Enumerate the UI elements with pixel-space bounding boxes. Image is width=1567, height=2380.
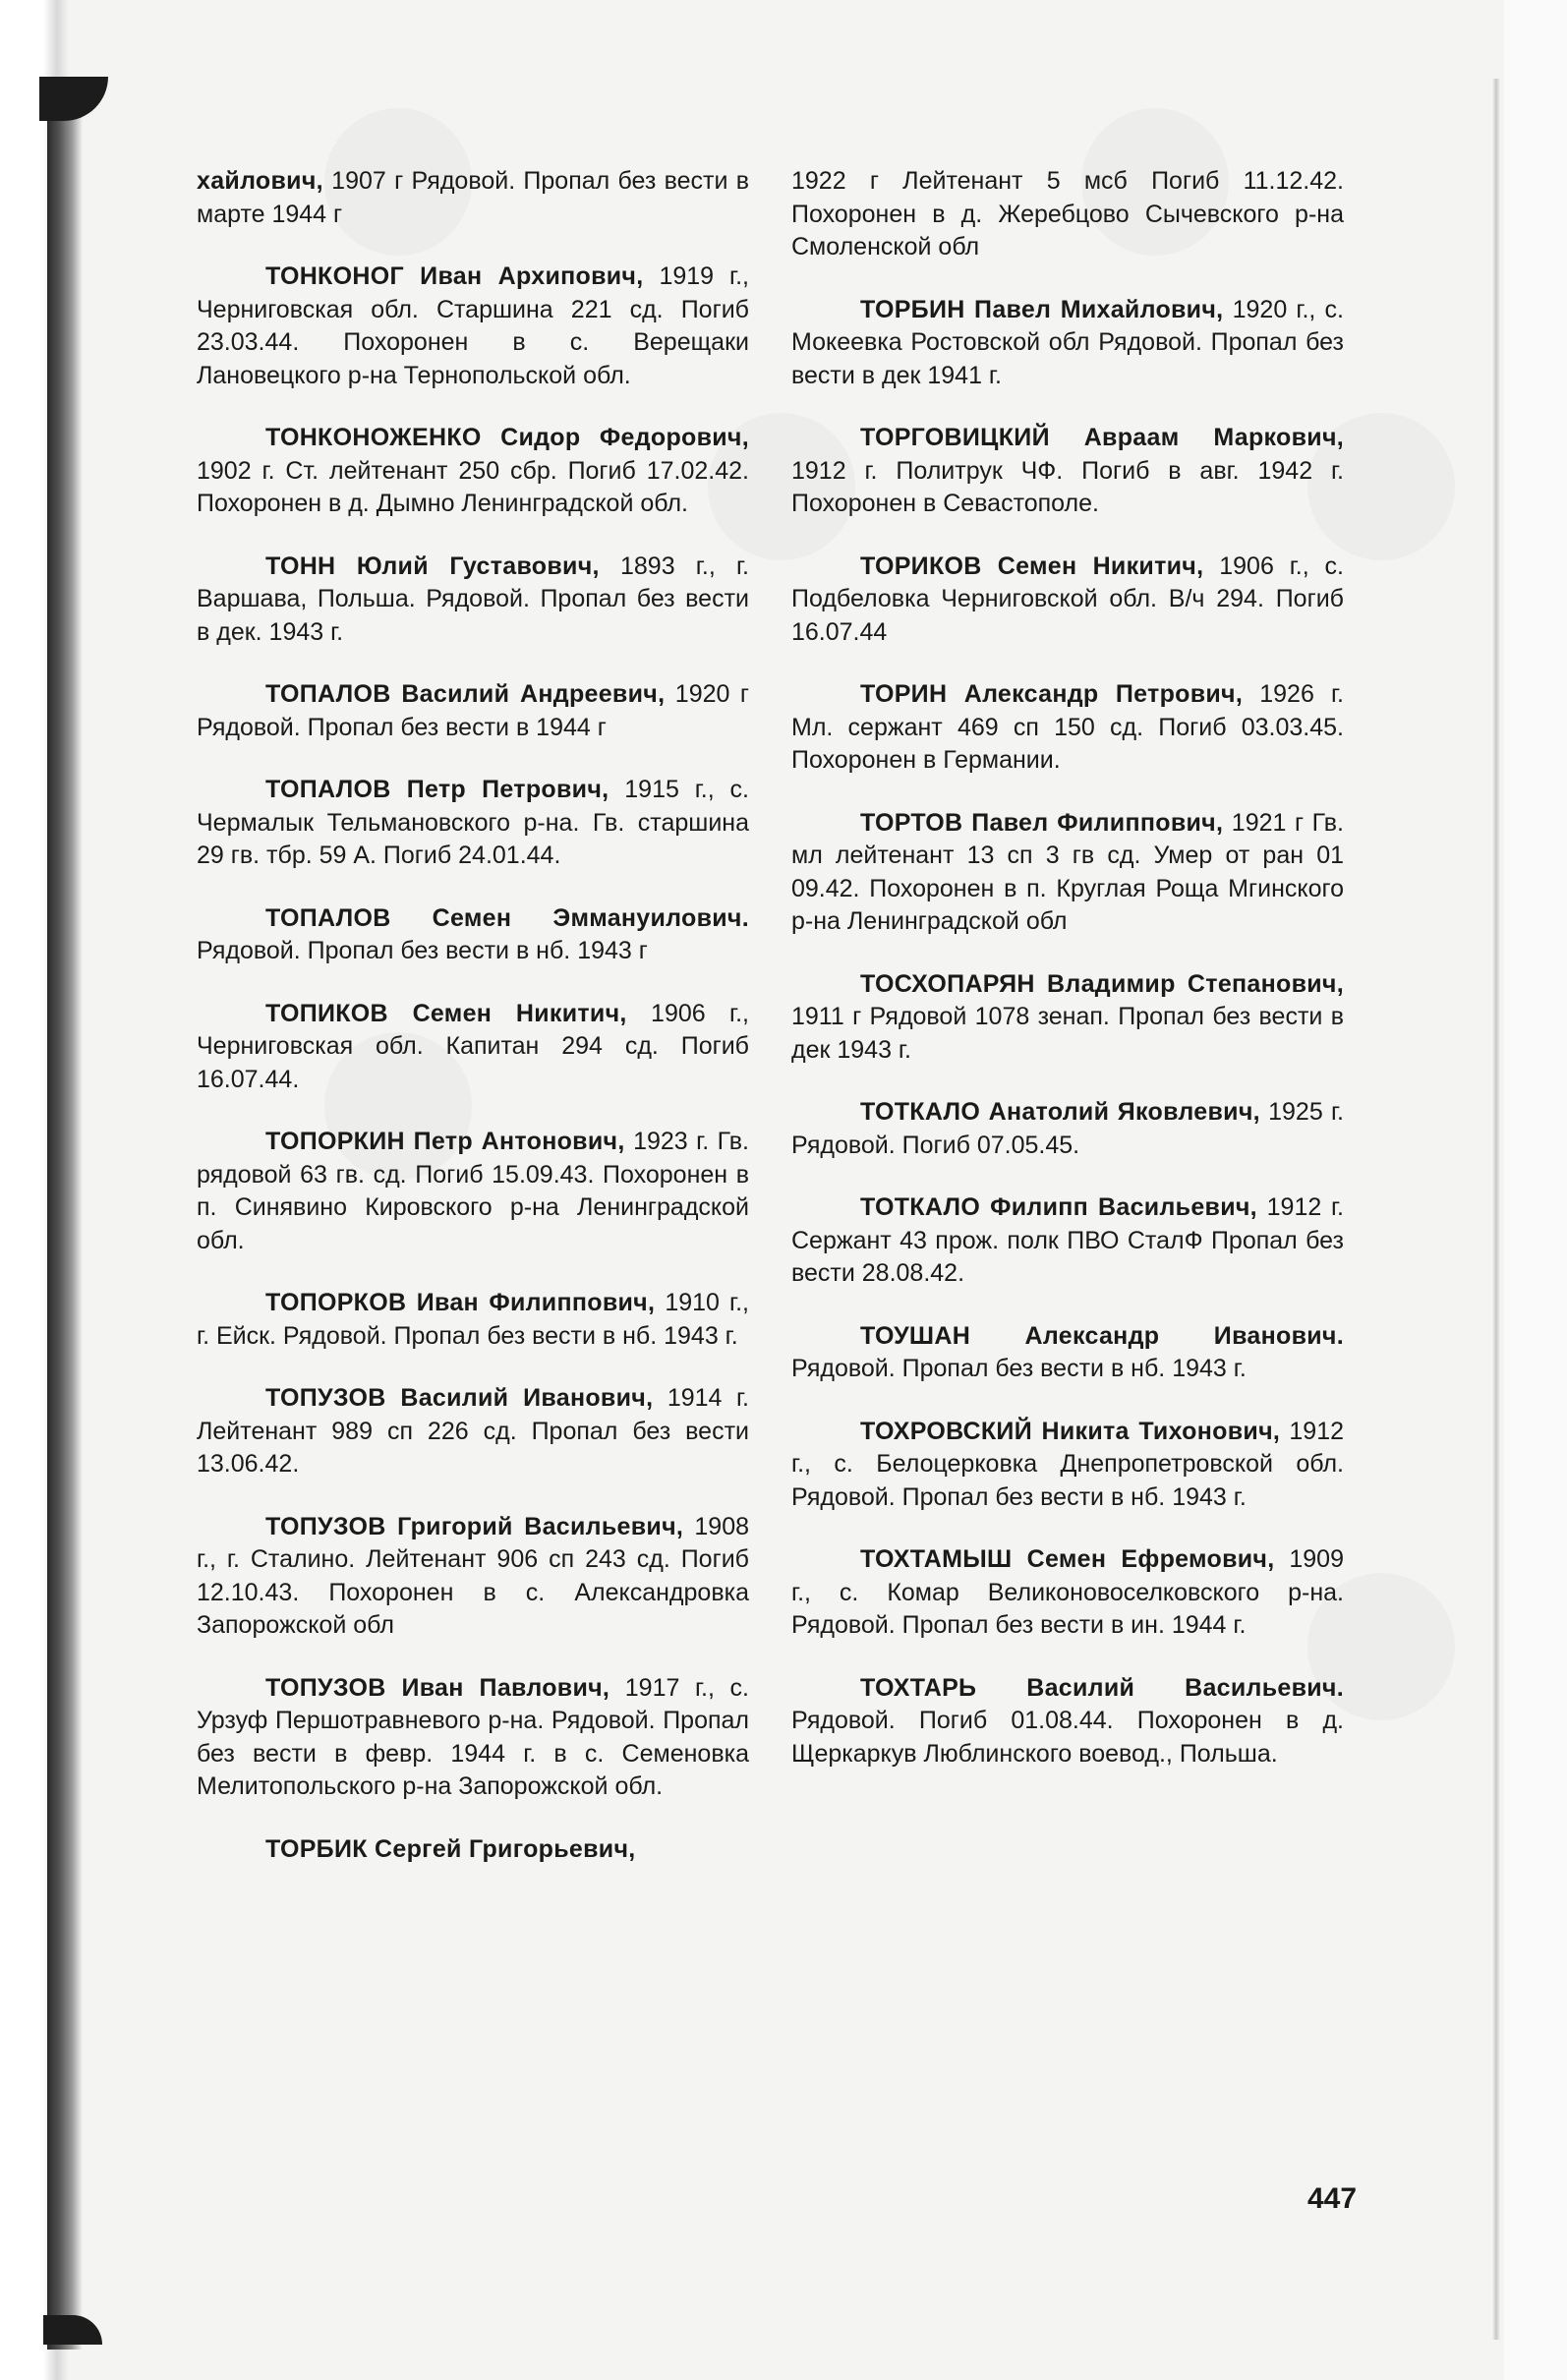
- entry-name: хайлович,: [197, 167, 323, 195]
- entry-details: Рядовой. Погиб 01.08.44. Похоронен в д. Щеркаркув Люблинского воевод., Польша.: [791, 1707, 1344, 1768]
- entry-name: ТОТКАЛО Филипп Васильевич,: [860, 1193, 1257, 1221]
- entry-name: ТОПУЗОВ Григорий Васильевич,: [265, 1512, 684, 1540]
- biography-entry: [791, 1416, 1344, 1515]
- entry-name: ТОРИН Александр Петрович,: [860, 680, 1244, 708]
- entry-name: ТОНКОНОЖЕНКО Сидор Федорович,: [265, 424, 749, 451]
- entry-details: 1906 г., с. Подбеловка Черниговской обл. В/ч 294. Погиб 16.07.44: [791, 551, 1345, 646]
- biography-entry: [197, 1672, 749, 1804]
- page-margin-right: [1504, 0, 1567, 2380]
- entry-name: ТОПУЗОВ Иван Павлович,: [265, 1673, 610, 1702]
- biography-entry: [791, 1543, 1344, 1643]
- entry-name: ТОПОРКИН Петр Антонович,: [265, 1128, 625, 1155]
- entry-name: ТОРГОВИЦКИЙ Авраам Маркович,: [860, 424, 1344, 451]
- spine-dark-corner-top: [39, 77, 108, 121]
- entry-details: 1922 г Лейтенант 5 мсб Погиб 11.12.42. Похоронен в д. Жеребцово Сычевского р-на Смоленской обл: [791, 167, 1344, 261]
- entry-details: 1893 г., г. Варшава, Польша. Рядовой. Пропал без вести в дек. 1943 г.: [197, 551, 749, 646]
- entry-name: ТОТКАЛО Анатолий Яковлевич,: [860, 1098, 1260, 1126]
- biography-entry: [197, 1382, 749, 1481]
- biography-entry: [197, 1287, 749, 1353]
- biography-entry: [791, 1320, 1344, 1386]
- entry-details: Рядовой. Пропал без вести в нб. 1943 г: [197, 937, 648, 964]
- biography-entry: [791, 294, 1344, 393]
- biography-entry: [197, 261, 749, 392]
- page-number: 447: [1307, 2182, 1358, 2215]
- entry-details: 1915 г., с. Чермалык Тельмановского р-на. Гв. старшина 29 гв. тбр. 59 А. Погиб 24.01.44.: [197, 776, 750, 869]
- entry-name: ТОНН Юлий Густавович,: [265, 551, 600, 580]
- biography-entry: [197, 678, 749, 744]
- entry-details: 1906 г., Черниговская обл. Капитан 294 сд. Погиб 16.07.44.: [197, 999, 749, 1093]
- entry-details: 1926 г. Мл. сержант 469 сп 150 сд. Погиб 03.03.45. Похоронен в Германии.: [791, 680, 1344, 774]
- entry-name: ТОСХОПАРЯН Владимир Степанович,: [860, 969, 1344, 998]
- entry-details: 1909 г., с. Комар Великоновоселковского р-на. Рядовой. Пропал без вести в ин. 1944 г.: [791, 1545, 1344, 1639]
- biography-entry: [197, 165, 749, 231]
- entry-name: ТОПИКОВ Семен Никитич,: [265, 999, 627, 1027]
- entry-details: 1912 г. Политрук ЧФ. Погиб в авг. 1942 г. Похоронен в Севастополе.: [791, 456, 1344, 517]
- text-column-right: [791, 165, 1344, 1800]
- entry-details: 1912 г., с. Белоцерковка Днепропетровской обл. Рядовой. Пропал без вести в нб. 1943 г.: [791, 1417, 1345, 1511]
- biography-entry: [197, 998, 749, 1097]
- biography-entry: [791, 551, 1344, 650]
- entry-details: 1923 г. Гв. рядовой 63 гв. сд. Погиб 15.09.43. Похоронен в п. Синявино Кировского р-на Ленинградской обл.: [197, 1128, 750, 1254]
- entry-name: ТОХТАРЬ Василий Васильевич.: [860, 1673, 1344, 1702]
- entry-details: 1920 г Рядовой. Пропал без вести в 1944 г: [197, 680, 749, 741]
- biography-entry: [791, 1672, 1344, 1771]
- entry-details: 1921 г Гв. мл лейтенант 13 сп 3 гв сд. Умер от ран 01 09.42. Похоронен в п. Круглая Роща Мгинского р-на Ленинградской обл: [791, 808, 1344, 935]
- entry-details: Рядовой. Пропал без вести в нб. 1943 г.: [791, 1355, 1247, 1382]
- entry-details: 1914 г. Лейтенант 989 сп 226 сд. Пропал без вести 13.06.42.: [197, 1384, 749, 1478]
- entry-name: ТОРТОВ Павел Филиппович,: [860, 808, 1224, 837]
- entry-details: 1925 г. Рядовой. Погиб 07.05.45.: [791, 1098, 1344, 1159]
- entry-details: 1911 г Рядовой 1078 зенап. Пропал без вести в дек 1943 г.: [791, 1003, 1344, 1064]
- entry-name: ТОПАЛОВ Василий Андреевич,: [265, 680, 666, 708]
- entry-details: 1920 г., с. Мокеевка Ростовской обл Рядовой. Пропал без вести в дек 1941 г.: [791, 295, 1344, 389]
- entry-details: 1919 г., Черниговская обл. Старшина 221 сд. Погиб 23.03.44. Похоронен в с. Верещаки Лановецкого р-на Тернопольской обл.: [197, 262, 749, 389]
- entry-details: 1907 г Рядовой. Пропал без вести в марте 1944 г: [197, 167, 749, 228]
- biography-entry: [791, 165, 1344, 264]
- book-spine-shadow: [47, 84, 83, 2350]
- biography-entry: [791, 807, 1344, 939]
- biography-entry: [197, 422, 749, 521]
- entry-name: ТОРБИК Сергей Григорьевич,: [265, 1834, 636, 1863]
- biography-entry: [197, 551, 749, 650]
- biography-entry: [791, 1191, 1344, 1291]
- entry-name: ТОУШАН Александр Иванович.: [860, 1321, 1344, 1350]
- entry-name: ТОПОРКОВ Иван Филиппович,: [265, 1289, 656, 1316]
- entry-details: 1902 г. Ст. лейтенант 250 сбр. Погиб 17.02.42. Похоронен в д. Дымно Ленинградской обл.: [197, 456, 749, 517]
- biography-entry: [197, 1833, 749, 1867]
- biography-entry: [791, 968, 1344, 1068]
- biography-entry: [197, 774, 749, 873]
- entry-details: 1917 г., с. Урзуф Першотравневого р-на. Рядовой. Пропал без вести в февр. 1944 г. в с. Семеновка Мелитопольского р-на Запорожской обл.: [197, 1673, 749, 1800]
- entry-name: ТОХРОВСКИЙ Никита Тихонович,: [860, 1417, 1281, 1445]
- entry-name: ТОРБИН Павел Михайлович,: [860, 295, 1224, 323]
- biography-entry: [197, 902, 749, 968]
- entry-name: ТОПАЛОВ Семен Эммануилович.: [265, 903, 749, 932]
- entry-details: 1912 г. Сержант 43 прож. полк ПВО СталФ Пропал без вести 28.08.42.: [791, 1193, 1344, 1287]
- biography-entry: [791, 678, 1344, 778]
- entry-details: 1910 г., г. Ейск. Рядовой. Пропал без вести в нб. 1943 г.: [197, 1289, 749, 1350]
- page-edge-shadow: [1492, 79, 1500, 2340]
- biography-entry: [197, 1126, 749, 1257]
- biography-entry: [791, 422, 1344, 521]
- spine-dark-corner-bottom: [43, 2315, 102, 2345]
- entry-name: ТОНКОНОГ Иван Архипович,: [265, 262, 644, 290]
- entry-name: ТОРИКОВ Семен Никитич,: [860, 551, 1204, 580]
- text-column-left: [197, 165, 749, 1895]
- entry-details: 1908 г., г. Сталино. Лейтенант 906 сп 243 сд. Погиб 12.10.43. Похоронен в с. Александровка Запорожской обл: [197, 1512, 749, 1639]
- biography-entry: [791, 1096, 1344, 1162]
- biography-entry: [197, 1511, 749, 1643]
- entry-name: ТОХТАМЫШ Семен Ефремович,: [860, 1545, 1275, 1573]
- entry-name: ТОПУЗОВ Василий Иванович,: [265, 1384, 654, 1412]
- entry-name: ТОПАЛОВ Петр Петрович,: [265, 776, 609, 803]
